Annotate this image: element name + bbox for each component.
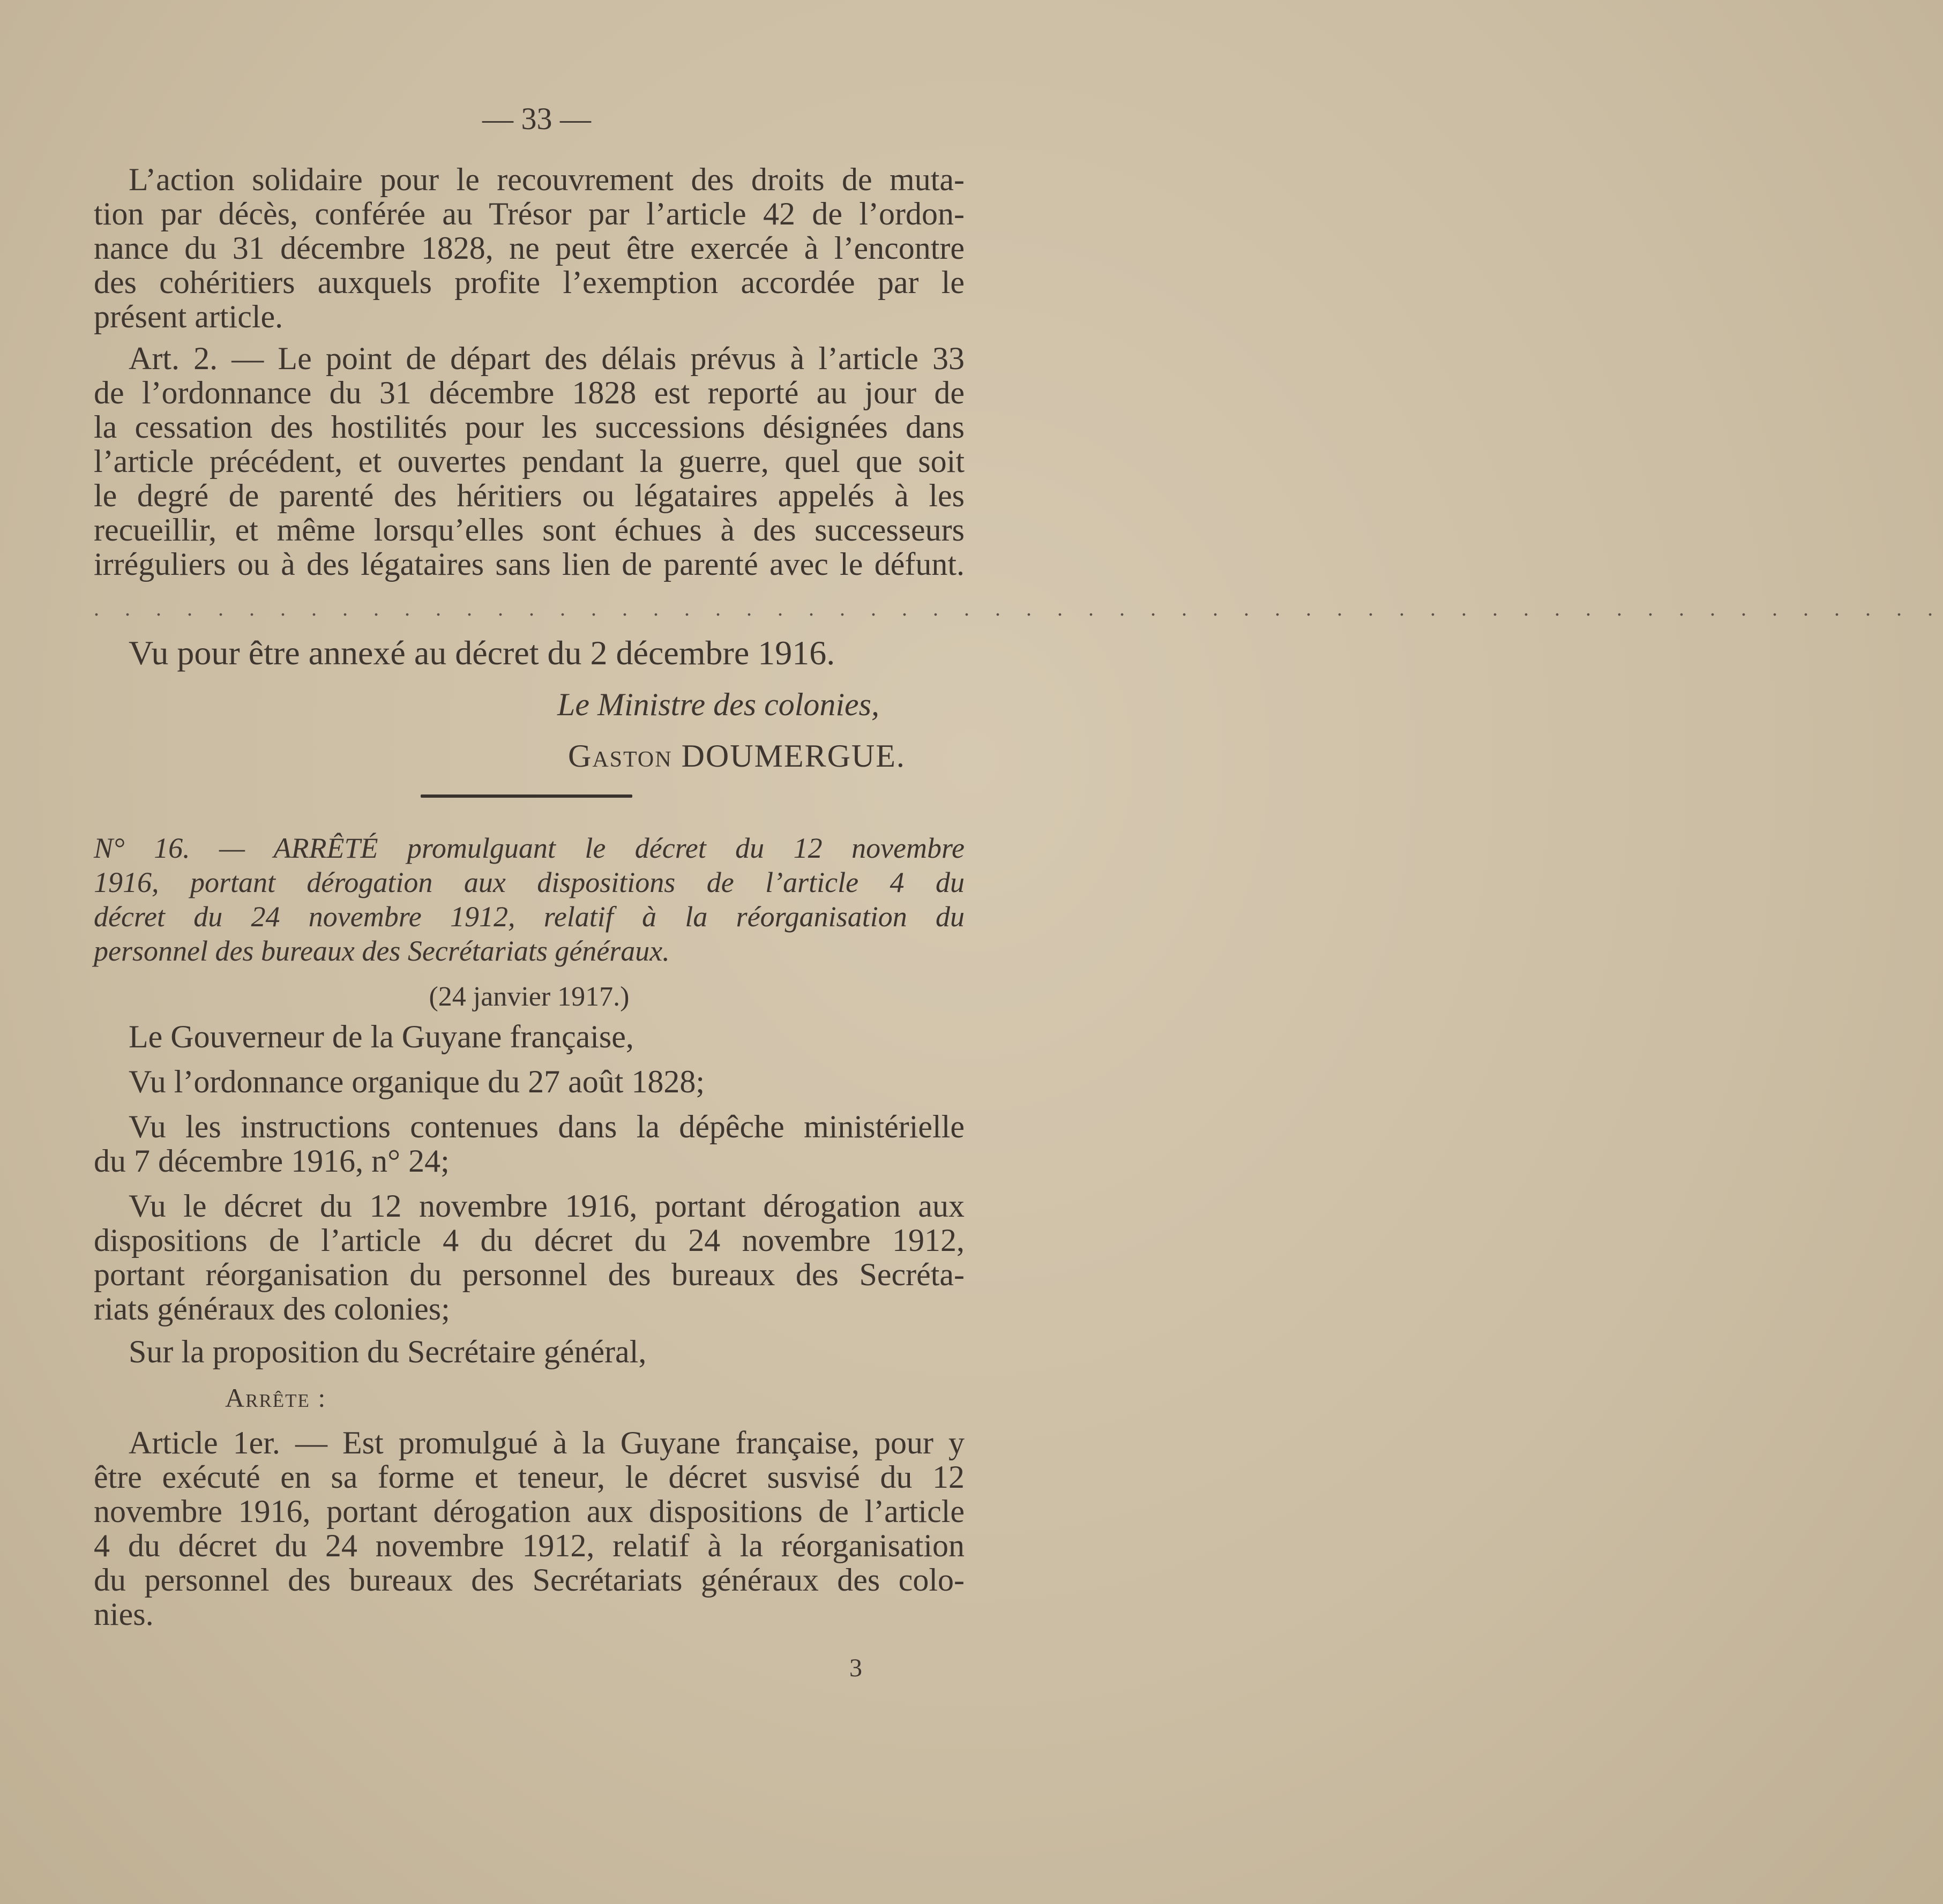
- text-line: du 7 décembre 1916, n° 24;: [94, 1143, 450, 1179]
- text-line: riats généraux des colonies;: [94, 1291, 450, 1326]
- signature-title: Le Ministre des colonies,: [557, 687, 880, 722]
- text-line: Le Gouverneur de la Guyane française,: [129, 1019, 634, 1054]
- decree-title-line: N° 16. — ARRÊTÉ promulguant le décret du 12 novembre: [94, 832, 965, 864]
- text-line: la cessation des hostilités pour les successions désignées dans: [94, 409, 965, 445]
- text-line: de l’ordonnance du 31 décembre 1828 est reporté au jour de: [94, 375, 965, 410]
- text-line: présent article.: [94, 299, 283, 334]
- dotted-separator: . . . . . . . . . . . . . . . . . . . . . . . . . . . . . . . . . . . . . . . . . . . . . . . . . . . . . . . . . . . .: [94, 596, 1943, 620]
- text-line: le degré de parenté des héritiers ou légataires appelés à les: [94, 478, 965, 513]
- text-line: Article 1er. — Est promulgué à la Guyane française, pour y: [129, 1425, 965, 1460]
- text-line: l’article précédent, et ouvertes pendant la guerre, quel que soit: [94, 444, 965, 479]
- text-line: tion par décès, conférée au Trésor par l’article 42 de l’ordon-: [94, 196, 965, 231]
- decree-title-line: 1916, portant dérogation aux dispositions de l’article 4 du: [94, 866, 965, 898]
- decree-title-line: décret du 24 novembre 1912, relatif à la réorganisation du: [94, 901, 965, 933]
- section-divider: [421, 794, 632, 798]
- text-line: Vu les instructions contenues dans la dépêche ministérielle: [129, 1109, 965, 1144]
- text-line: irréguliers ou à des légataires sans lien de parenté avec le défunt.: [94, 546, 965, 582]
- text-line: être exécuté en sa forme et teneur, le décret susvisé du 12: [94, 1459, 965, 1495]
- text-line: Sur la proposition du Secrétaire général,: [129, 1334, 647, 1369]
- signature-mark: 3: [849, 1654, 862, 1682]
- text-line: novembre 1916, portant dérogation aux dispositions de l’article: [94, 1494, 965, 1529]
- text-line: L’action solidaire pour le recouvrement des droits de muta-: [129, 162, 965, 197]
- annex-statement: Vu pour être annexé au décret du 2 décembre 1916.: [129, 634, 835, 672]
- text-line: dispositions de l’article 4 du décret du 24 novembre 1912,: [94, 1223, 965, 1258]
- text-line: des cohéritiers auxquels profite l’exemption accordée par le: [94, 265, 965, 300]
- text-line: portant réorganisation du personnel des bureaux des Secréta-: [94, 1257, 965, 1292]
- text-line: Vu l’ordonnance organique du 27 août 1828;: [129, 1064, 705, 1099]
- text-line: nance du 31 décembre 1828, ne peut être exercée à l’encontre: [94, 230, 965, 266]
- text-line: Vu le décret du 12 novembre 1916, portant dérogation aux: [129, 1188, 965, 1224]
- decree-date: (24 janvier 1917.): [429, 981, 630, 1012]
- text-line: recueillir, et même lorsqu’elles sont échues à des successeurs: [94, 512, 965, 548]
- page-number: — 33 —: [482, 101, 591, 136]
- text-line: du personnel des bureaux des Secrétariats généraux des colo-: [94, 1562, 965, 1598]
- decree-title-line: personnel des bureaux des Secrétariats généraux.: [94, 935, 670, 967]
- text-line: nies.: [94, 1596, 154, 1632]
- text-line: 4 du décret du 24 novembre 1912, relatif à la réorganisation: [94, 1528, 965, 1563]
- arrete-heading: Arrête :: [225, 1383, 327, 1413]
- text-line: Art. 2. — Le point de départ des délais prévus à l’article 33: [129, 341, 965, 376]
- signature-name: Gaston DOUMERGUE.: [568, 738, 906, 774]
